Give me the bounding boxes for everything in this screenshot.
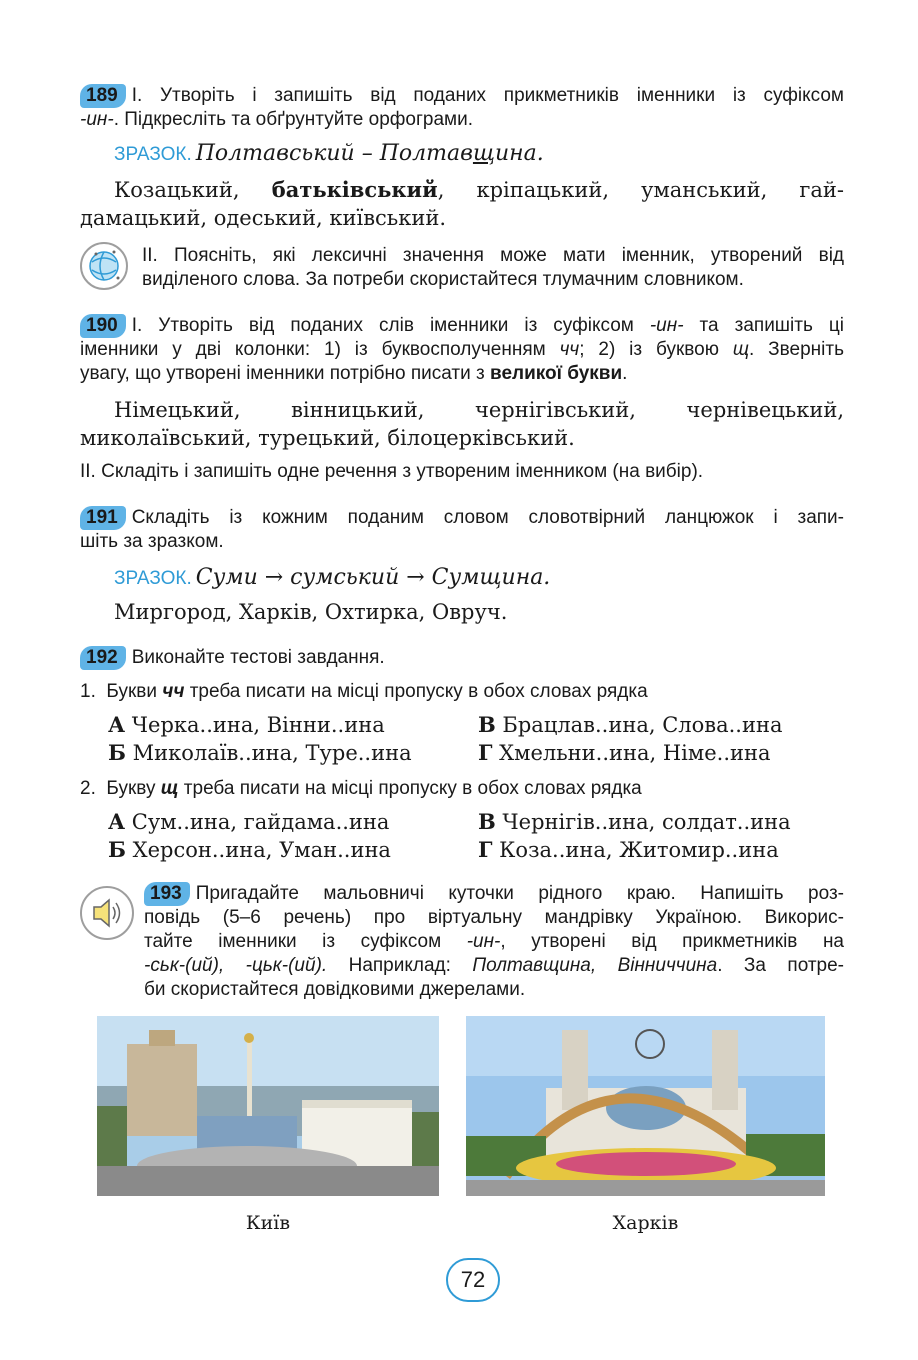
ex191-line1: 191 Складіть із кожним поданим словом словотвірний ланцюжок і запи-	[80, 506, 844, 530]
ex193-line5: би скористайтеся довідковими джерелами.	[144, 979, 526, 1000]
ex189-model: ЗРАЗОК. Полтавський – Полтавщина.	[114, 141, 544, 166]
exercise-number-191: 191	[80, 506, 126, 530]
option-v: В Брацлав..ина, Слова..ина	[478, 712, 783, 737]
ex190-words-line2: миколаївський, турецький, білоцерківський.	[80, 426, 575, 450]
ex189-part2-line1: ІІ. Поясніть, які лексичні значення може мати іменник, утворений від	[142, 245, 844, 266]
ex193-line3: тайте іменники із суфіксом -ин-, утворені від прикметників на	[144, 931, 844, 952]
exercise-number-192: 192	[80, 646, 126, 670]
ex190-line3: увагу, що утворені іменники потрібно писати з великої букви.	[80, 363, 628, 384]
ex190-line2: іменники у дві колонки: 1) із буквосполученням чч; 2) із буквою щ. Зверніть	[80, 339, 844, 360]
exercise-number-190: 190	[80, 314, 126, 338]
option-b: Б Херсон..ина, Уман..ина	[108, 837, 391, 862]
option-a: А Черка..ина, Вінни..ина	[108, 712, 385, 737]
speaker-icon	[80, 886, 134, 940]
ex191-model: ЗРАЗОК. Суми → сумський → Сумщина.	[114, 565, 551, 590]
ex193-line1: 193 Пригадайте мальовничі куточки рідного краю. Напишіть роз-	[144, 882, 844, 906]
ex193-line2: повідь (5–6 речень) про віртуальну мандрівку Україною. Викорис-	[144, 907, 844, 928]
option-b: Б Миколаїв..ина, Туре..ина	[108, 740, 412, 765]
ex189-words-line1: Козацький, батьківський, кріпацький, уманський, гай-	[114, 177, 844, 202]
ex192-q2-options	[108, 808, 848, 864]
option-a: А Сум..ина, гайдама..ина	[108, 809, 390, 834]
option-g: Г Коза..ина, Житомир..ина	[478, 837, 779, 862]
ex192-question2: 2. Букву щ треба писати на місці пропуску в обох словах рядка	[80, 778, 642, 799]
kharkiv-photo	[466, 1016, 825, 1196]
globe-icon	[80, 242, 128, 290]
exercise-number-189: 189	[80, 84, 126, 108]
ex190-words-line1: Німецький, вінницький, чернігівський, чернівецький,	[114, 398, 844, 422]
page-number: 72	[446, 1258, 500, 1302]
model-label: ЗРАЗОК.	[114, 568, 192, 589]
ex190-line1: 190 І. Утворіть від поданих слів іменники із суфіксом -ин- та запишіть ці	[80, 314, 844, 338]
kharkiv-caption: Харків	[612, 1212, 679, 1234]
ex192-intro: 192 Виконайте тестові завдання.	[80, 646, 844, 670]
kyiv-caption: Київ	[245, 1212, 291, 1234]
ex192-q1-options	[108, 711, 848, 767]
ex191-line2: шіть за зразком.	[80, 531, 224, 552]
ex189-part2-line2: виділеного слова. За потреби скористайтеся тлумачним словником.	[142, 269, 744, 290]
ex190-part2: ІІ. Складіть і запишіть одне речення з утвореним іменником (на вибір).	[80, 461, 704, 482]
ex189-words-line2: дамацький, одеський, київський.	[80, 206, 447, 230]
exercise-number-193: 193	[144, 882, 190, 906]
ex191-words: Миргород, Харків, Охтирка, Овруч.	[114, 600, 508, 624]
model-label: ЗРАЗОК.	[114, 144, 192, 165]
option-v: В Чернігів..ина, солдат..ина	[478, 809, 791, 834]
kyiv-photo	[97, 1016, 439, 1196]
option-g: Г Хмельни..ина, Німе..ина	[478, 740, 771, 765]
ex189-line2: -ин-. Підкресліть та обґрунтуйте орфограми.	[80, 109, 473, 130]
ex193-line4: -ськ-(ий), -цьк-(ий). Наприклад: Полтавщина, Вінниччина. За потре-	[144, 955, 845, 976]
ex192-question1: 1. Букви чч треба писати на місці пропуску в обох словах рядка	[80, 681, 648, 702]
ex189-line1: 189 І. Утворіть і запишіть від поданих прикметників іменники із суфіксом	[80, 84, 844, 108]
